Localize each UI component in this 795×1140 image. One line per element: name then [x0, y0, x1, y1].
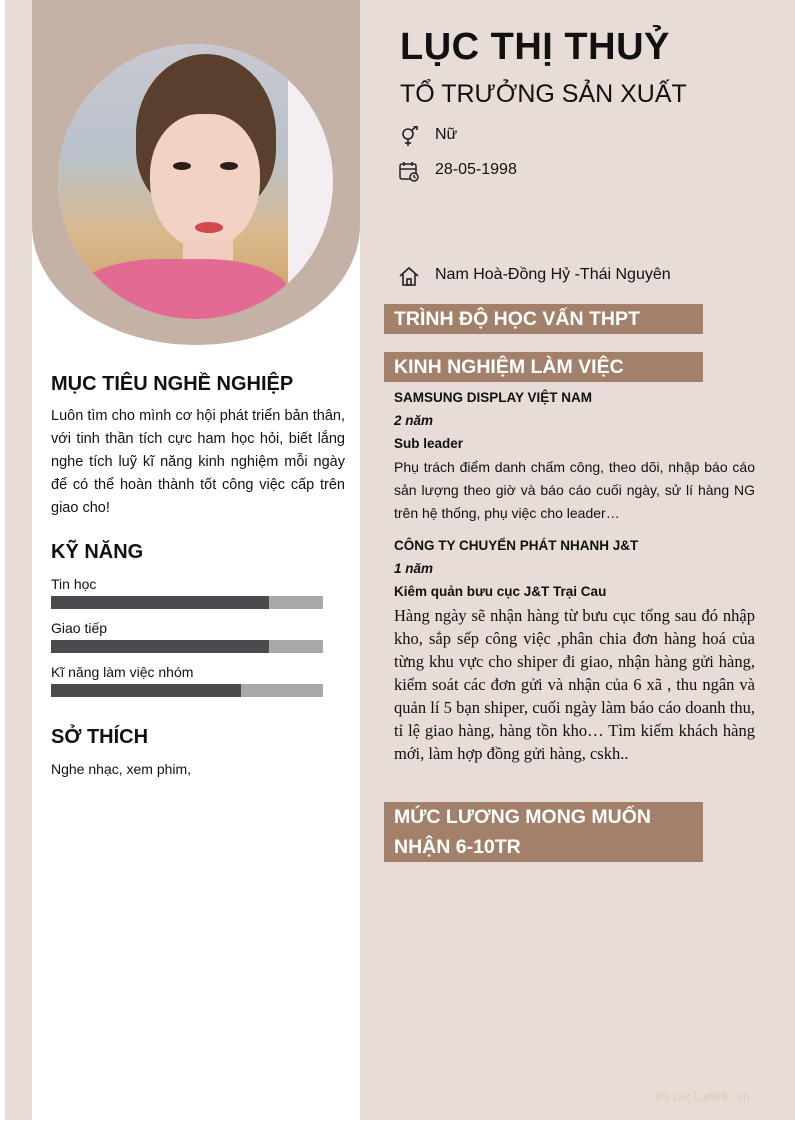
salary-line-1: MỨC LƯƠNG MONG MUỐN — [394, 806, 651, 828]
skill-label: Kĩ năng làm việc nhóm — [51, 664, 194, 680]
skill-bar-fill — [51, 596, 269, 609]
job-description: Phụ trách điểm danh chấm công, theo dõi, nhập báo cáo sản lượng theo giờ và báo cáo cuối ngày, sử lí hàng NG trên hệ thống, phụ việc cho leader… — [394, 459, 755, 521]
job-company: SAMSUNG DISPLAY VIỆT NAM — [394, 390, 593, 405]
gender-value: Nữ — [435, 126, 458, 143]
salary-line-2: NHẬN 6-10TR — [394, 836, 521, 858]
experience-heading: KINH NGHIỆM LÀM VIỆC — [384, 352, 703, 382]
calendar-icon — [398, 161, 420, 183]
watermark: ©vieclam88.vn — [656, 1090, 750, 1104]
skills-heading: KỸ NĂNG — [51, 541, 144, 563]
gender-icon — [398, 126, 420, 148]
skill-label: Giao tiếp — [51, 620, 108, 636]
skill-bar-fill — [51, 640, 269, 653]
skill-bar — [51, 640, 323, 653]
job-description: Hàng ngày sẽ nhận hàng từ bưu cục tổng sau đó nhập kho, sắp sếp công việc ,phân chia đơn hàng hoá của từng khu vực cho shiper đi giao, nhận hàng gửi hàng, kiểm soát các đơn gửi và nhận của 6 xã , thu ngân và quản lí 5 bạn shiper, cuối ngày làm báo cáo doanh thu, tỉ lệ giao hàng, hàng tồn kho… Tìm kiếm khách hàng mới, làm hợp đồng gửi hàng, cskh.. — [394, 606, 755, 763]
home-icon — [398, 266, 420, 288]
skill-bar-fill — [51, 684, 241, 697]
profile-photo — [58, 44, 333, 319]
skill-bar — [51, 684, 323, 697]
hobbies-heading: SỞ THÍCH — [51, 726, 149, 748]
job-role: Kiêm quản bưu cục J&T Trại Cau — [394, 584, 607, 599]
job-duration: 2 năm — [394, 413, 434, 428]
objective-heading: MỤC TIÊU NGHỀ NGHIỆP — [51, 373, 294, 395]
job-company: CÔNG TY CHUYỂN PHÁT NHANH J&T — [394, 538, 639, 553]
objective-text: Luôn tìm cho mình cơ hội phát triển bản thân, với tinh thần tích cực ham học hỏi, biết lắng nghe tích luỹ kĩ năng kinh nghiệm mỗi ngày để có thể hoàn thành tốt công việc cấp trên giao cho! — [51, 408, 345, 516]
candidate-name: LỤC THỊ THUỶ — [400, 26, 670, 68]
job-role: Sub leader — [394, 436, 464, 451]
job-duration: 1 năm — [394, 561, 434, 576]
job-title: TỔ TRƯỞNG SẢN XUẤT — [400, 80, 687, 108]
skill-bar — [51, 596, 323, 609]
education-heading: TRÌNH ĐỘ HỌC VẤN THPT — [384, 304, 703, 334]
address-value: Nam Hoà-Đồng Hỷ -Thái Nguyên — [435, 266, 671, 283]
birthdate-value: 28-05-1998 — [435, 161, 517, 178]
skill-label: Tin học — [51, 576, 97, 592]
hobbies-text: Nghe nhạc, xem phim, — [51, 761, 192, 777]
salary-section — [384, 802, 703, 862]
